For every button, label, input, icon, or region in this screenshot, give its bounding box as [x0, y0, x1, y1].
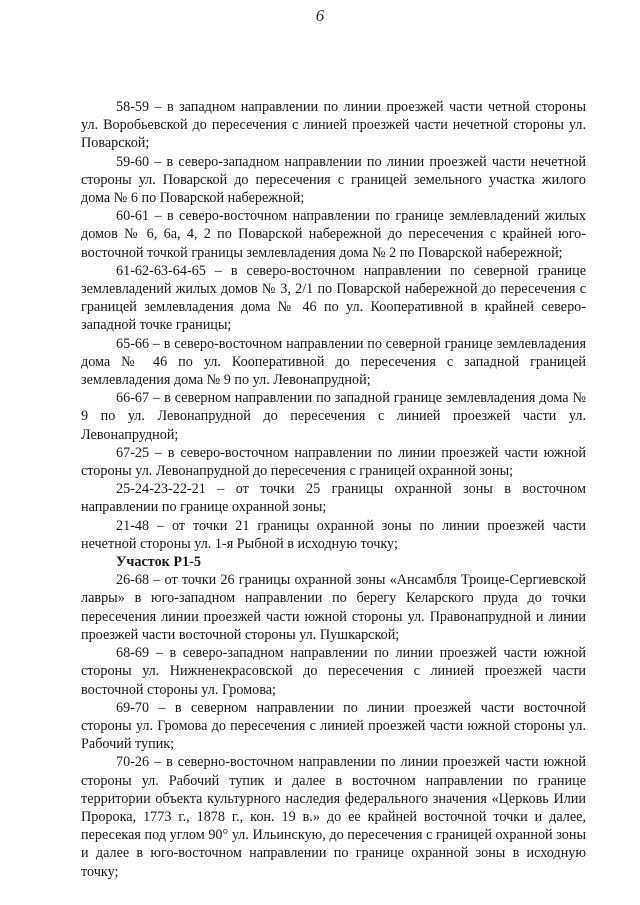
page-number: 6 — [315, 6, 325, 25]
paragraph-68-69: 68-69 – в северо-западном направлении по линии проезжей части южной стороны ул. Нижненекрасовской до пересечения с линией проезжей части восточной стороны ул. Громова; — [81, 645, 586, 698]
document-body — [81, 98, 586, 881]
paragraph-25-21: 25-24-23-22-21 – от точки 25 границы охранной зоны в восточном направлении по границе охранной зоны; — [81, 481, 586, 516]
paragraph-58-59: 58-59 – в западном направлении по линии проезжей части четной стороны ул. Воробьевской до пересечения с линией проезжей части нечетной стороны ул. Поварской; — [81, 99, 586, 152]
paragraph-61-65: 61-62-63-64-65 – в северо-восточном направлении по северной границе землевладений жилых домов № 3, 2/1 по Поварской набережной до пересечения с границей землевладения дома № 46 по ул. Кооперативной в крайней северо-западной точке границы; — [81, 262, 586, 334]
paragraph-21-48: 21-48 – от точки 21 границы охранной зоны по линии проезжей части нечетной стороны ул. 1-я Рыбной в исходную точку; — [81, 517, 586, 552]
paragraph-67-25: 67-25 – в северо-восточном направлении по линии проезжей части южной стороны ул. Левонапрудной до пересечения с границей охранной зоны; — [81, 444, 586, 480]
paragraph-65-66: 65-66 – в северо-восточном направлении по северной границе землевладения дома № 46 по ул. Кооперативной до пересечения с западной границей землевладения дома № 9 по ул. Левонапрудной; — [81, 335, 586, 389]
paragraph-59-60: 59-60 – в северо-западном направлении по линии проезжей части нечетной стороны ул. Поварской до пересечения с границей земельного участка жилого дома № 6 по Поварской набережной; — [81, 153, 586, 207]
paragraph-60-61: 60-61 – в северо-восточном направлении по границе землевладений жилых домов № 6, 6а, 4, 2 по Поварской набережной до пересечения с крайней юго-восточной точкой границы землевладения дома № 2 по Поварской набережной; — [81, 208, 586, 261]
section-heading: Участок Р1-5 — [116, 554, 201, 571]
paragraph-69-70: 69-70 – в северном направлении по линии проезжей части восточной стороны ул. Громова до пересечения с линией проезжей части южной стороны ул. Рабочий тупик; — [81, 699, 586, 753]
paragraph-66-67: 66-67 – в северном направлении по западной границе землевладения дома № 9 по ул. Левонапрудной до пересечения с линией проезжей части ул. Левонапрудной; — [81, 390, 586, 443]
paragraph-26-68: 26-68 – от точки 26 границы охранной зоны «Ансамбля Троице-Сергиевской лавры» в юго-западном направлении по берегу Келарского пруда до точки пересечения линии проезжей части южной стороны ул. Правонапрудной и линии проезжей части восточной стороны ул. Пушкарской; — [81, 572, 586, 643]
paragraph-70-26: 70-26 – в северно-восточном направлении по линии проезжей части южной стороны ул. Рабочий тупик и далее в восточном направлении по границе территории объекта культурного наследия федерального значения «Церковь Илии Пророка, 1773 г., 1878 г., кон. 19 в.» до ее крайней восточной точки и далее, пересекая под углом 90° ул. Ильинскую, до пересечения с границей охранной зоны и далее в юго-восточном направлении по границе охранной зоны в исходную точку; — [81, 754, 586, 880]
